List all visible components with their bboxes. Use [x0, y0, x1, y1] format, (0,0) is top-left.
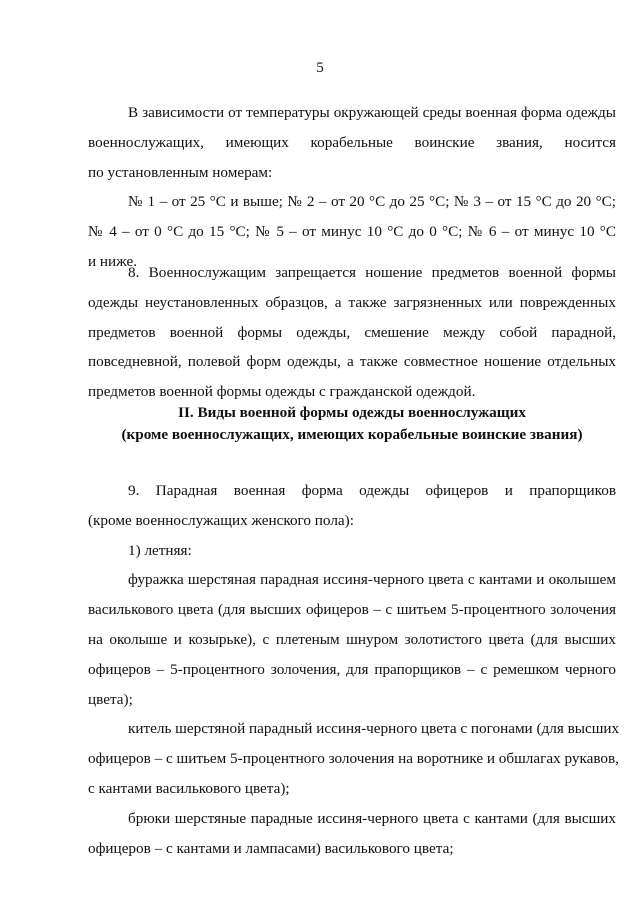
text-line: офицеров – с шитьем 5-процентного золочения на воротнике и обшлагах рукавов,: [88, 750, 619, 768]
section-heading: [88, 402, 616, 446]
text-line: 8. Военнослужащим запрещается ношение предметов военной формы: [128, 264, 616, 281]
text-line: 9. Парадная военная форма одежды офицеров и прапорщиков: [128, 482, 616, 499]
text-line: на околыше и козырьке), с плетеным шнуром золотистого цвета (для высших: [88, 630, 616, 648]
text-line: № 4 – от 0 °С до 15 °С; № 5 – от минус 10 °С до 0 °С; № 6 – от минус 10 °С: [88, 223, 616, 241]
text-line: 1) летняя:: [128, 541, 192, 559]
text-line: предметов военной формы одежды с гражданской одеждой.: [88, 383, 476, 401]
text-line: офицеров – с кантами и лампасами) василькового цвета;: [88, 839, 454, 857]
text-line: (кроме военнослужащих женского пола):: [88, 511, 354, 529]
text-line: с кантами василькового цвета);: [88, 779, 290, 797]
text-line: фуражка шерстяная парадная иссиня-черного цвета с кантами и околышем: [128, 571, 616, 589]
text-line: одежды неустановленных образцов, а также загрязненных или поврежденных: [88, 293, 616, 311]
paragraph-clause-8: [88, 258, 616, 407]
text-line: офицеров – 5-процентного золочения, для прапорщиков – с ремешком черного: [88, 660, 616, 678]
text-line: и ниже.: [88, 252, 138, 270]
paragraph-temperature: [88, 98, 616, 277]
text-line: № 1 – от 25 °С и выше; № 2 – от 20 °С до 25 °С; № 3 – от 15 °С до 20 °С;: [128, 193, 616, 211]
paragraph-clause-9: [88, 476, 620, 863]
page-number: 5: [316, 60, 324, 76]
text-line: по установленным номерам:: [88, 163, 273, 181]
text-line: военнослужащих, имеющих корабельные воинские звания, носится: [88, 133, 616, 151]
text-line: цвета);: [88, 690, 133, 708]
text-line: василькового цвета (для высших офицеров – с шитьем 5-процентного золочения: [88, 601, 616, 619]
text-line: предметов военной формы одежды, смешение между собой парадной,: [88, 323, 616, 341]
heading-line-2: (кроме военнослужащих, имеющих корабельные воинские звания): [121, 426, 583, 443]
text-line: брюки шерстяные парадные иссиня-черного цвета с кантами (для высших: [128, 809, 616, 827]
text-line: повседневной, полевой форм одежды, а также совместное ношение отдельных: [88, 353, 616, 371]
text-line: В зависимости от температуры окружающей среды военная форма одежды: [128, 104, 616, 121]
text-line: китель шерстяной парадный иссиня-черного цвета с погонами (для высших: [128, 720, 620, 738]
heading-line-1: II. Виды военной формы одежды военнослужащих: [178, 404, 526, 421]
